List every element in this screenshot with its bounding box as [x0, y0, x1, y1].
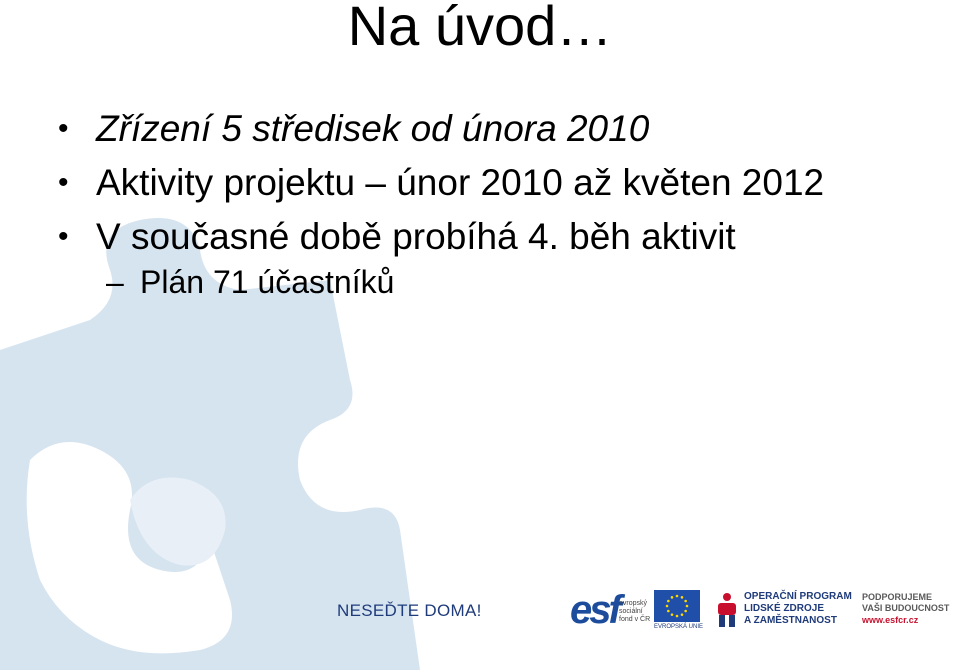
bullet-text: Zřízení 5 středisek od února 2010: [96, 108, 650, 149]
sub-bullet-text: Plán 71 účastníků: [140, 264, 395, 300]
eu-caption: EVROPSKÁ UNIE: [654, 624, 704, 630]
eu-flag-icon: [654, 590, 700, 622]
eu-star: [671, 596, 674, 599]
eu-logo: [654, 590, 704, 634]
eu-star: [684, 610, 687, 613]
list-item: [58, 106, 918, 151]
dash-icon: –: [106, 264, 124, 300]
support-logo: [862, 592, 958, 632]
bullet-dot-icon: •: [58, 166, 69, 199]
eu-star: [666, 605, 669, 608]
esf-logo: [570, 590, 650, 630]
slide-title: Na úvod…: [347, 0, 613, 57]
support-web: www.esfcr.cz: [862, 615, 919, 625]
footer-slogan: NESEĎTE DOMA!: [337, 601, 482, 620]
esf-logo-caption: evropský sociální fond v ČR: [619, 600, 651, 623]
op-line-3: A ZAMĚSTNANOST: [744, 615, 837, 626]
eu-star: [667, 610, 670, 613]
op-lzz-logo: [714, 590, 854, 632]
eu-star: [681, 613, 684, 616]
bullet-list: [58, 106, 918, 302]
bullet-text: Aktivity projektu – únor 2010 až květen 2012: [96, 162, 825, 203]
eu-star: [681, 596, 684, 599]
op-line-2: LIDSKÉ ZDROJE: [744, 603, 825, 614]
op-line-1: OPERAČNÍ PROGRAM: [744, 591, 852, 602]
bullet-dot-icon: •: [58, 220, 69, 253]
sub-list-item: [58, 262, 918, 302]
eu-star: [684, 600, 687, 603]
eu-star: [686, 605, 689, 608]
list-item: [58, 214, 918, 259]
support-line-2: VAŠI BUDOUCNOST: [862, 603, 950, 613]
bullet-dot-icon: •: [58, 112, 69, 145]
eu-star: [667, 600, 670, 603]
human-figure-icon: [714, 592, 740, 628]
eu-star: [676, 595, 679, 598]
eu-star: [671, 613, 674, 616]
eu-star: [676, 615, 679, 618]
esf-logo-mark: esf: [570, 588, 619, 632]
support-line-1: PODPORUJEME: [862, 592, 933, 602]
bullet-text: V současné době probíhá 4. běh aktivit: [96, 216, 736, 257]
list-item: [58, 160, 918, 205]
